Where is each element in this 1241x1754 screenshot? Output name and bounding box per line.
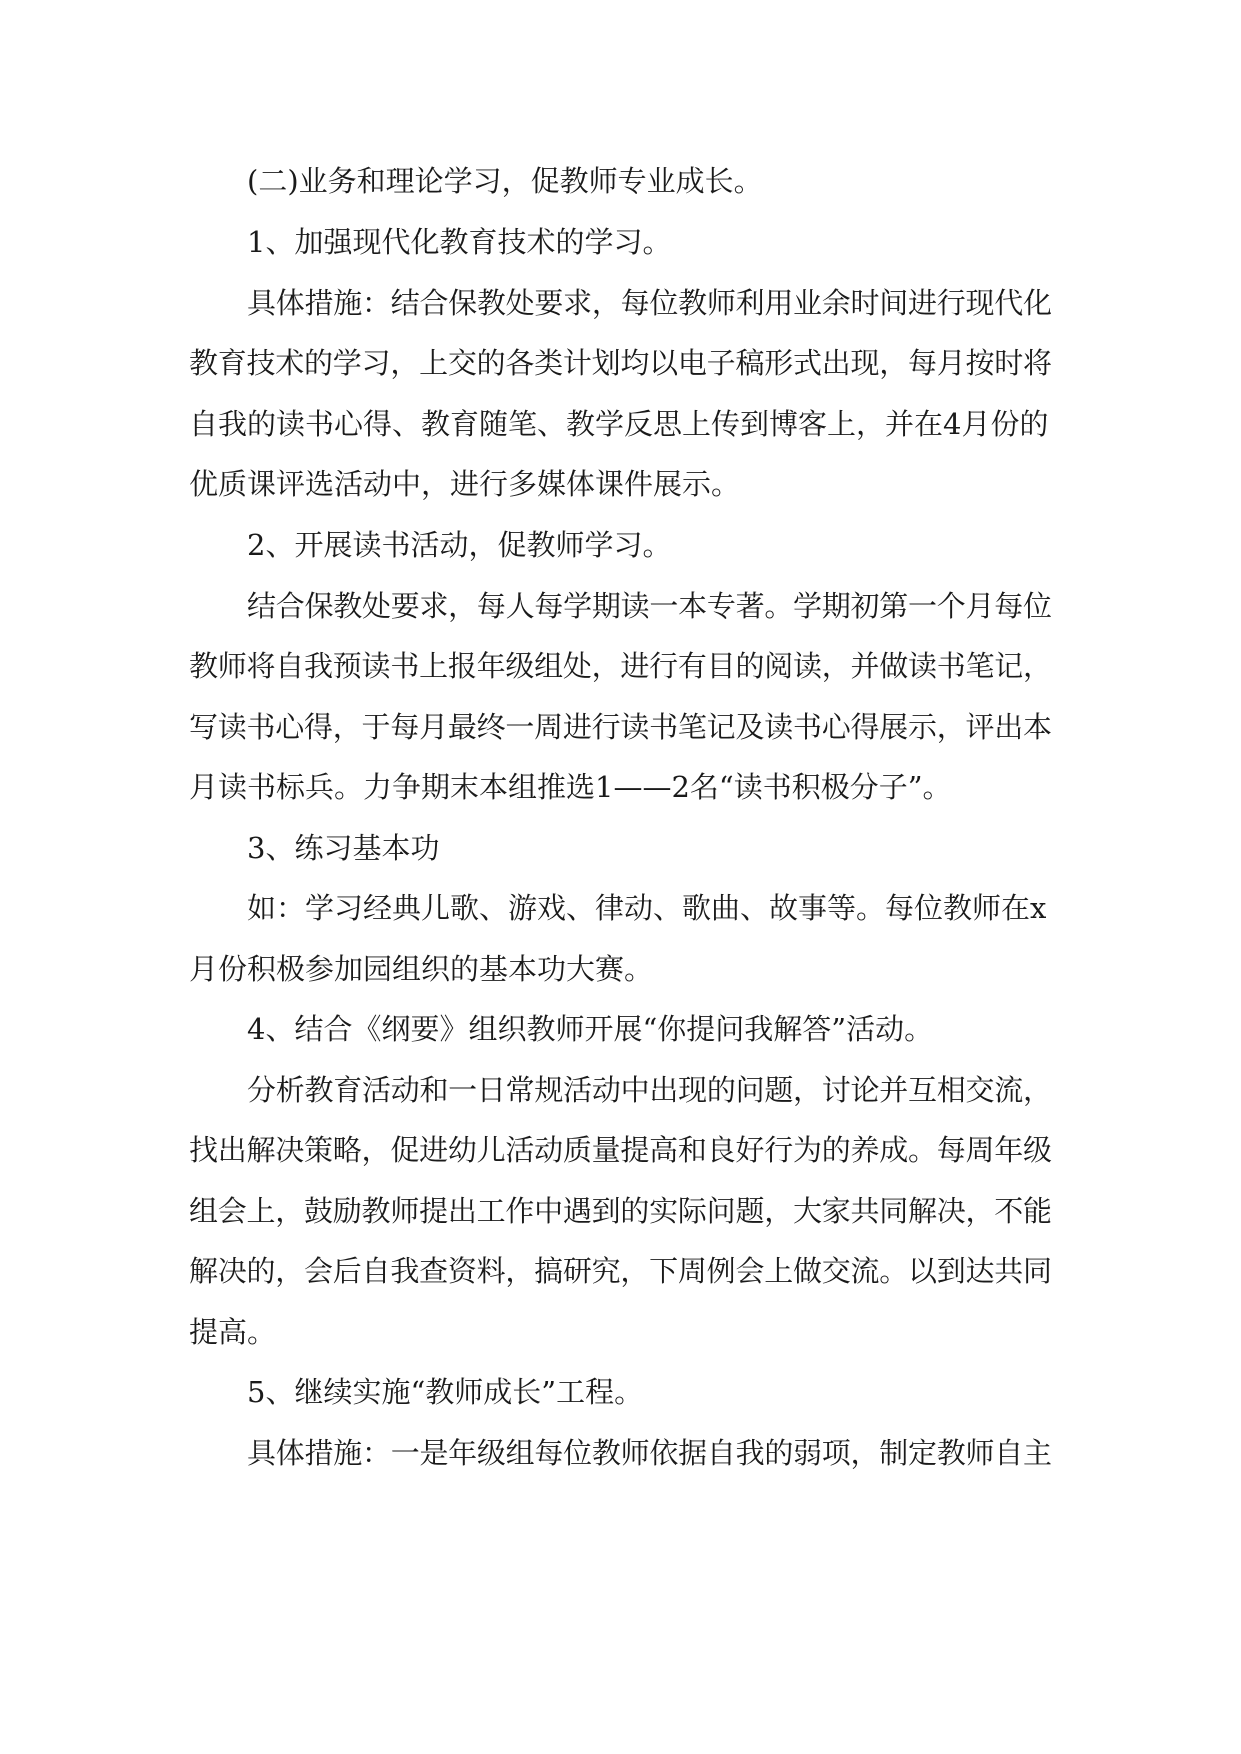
paragraph-line	[0, 404, 1241, 444]
text-line: 1、加强现代化教育技术的学习。	[247, 225, 672, 259]
paragraph-line	[0, 949, 1241, 989]
text-line: 解决的，会后自我查资料，搞研究，下周例会上做交流。以到达共同	[189, 1254, 1052, 1288]
paragraph-line	[0, 1070, 1241, 1110]
paragraph-line	[0, 707, 1241, 747]
paragraph-line	[0, 464, 1241, 504]
paragraph-line	[0, 586, 1241, 626]
item-heading	[0, 222, 1241, 262]
paragraph-line	[0, 1191, 1241, 1231]
paragraph-line	[0, 888, 1241, 928]
text-line: 找出解决策略，促进幼儿活动质量提高和良好行为的养成。每周年级	[189, 1133, 1052, 1167]
text-line: 4、结合《纲要》组织教师开展“你提问我解答”活动。	[247, 1012, 934, 1046]
paragraph-line	[0, 343, 1241, 383]
text-line: 优质课评选活动中，进行多媒体课件展示。	[189, 467, 741, 501]
text-line: 教师将自我预读书上报年级组处，进行有目的阅读，并做读书笔记，	[189, 649, 1052, 683]
text-line: 写读书心得，于每月最终一周进行读书笔记及读书心得展示，评出本	[189, 710, 1052, 744]
text-line: 3、练习基本功	[247, 831, 440, 865]
paragraph-line	[0, 1433, 1241, 1473]
text-line: 具体措施：一是年级组每位教师依据自我的弱项，制定教师自主	[247, 1436, 1052, 1470]
text-line: (二)业务和理论学习，促教师专业成长。	[247, 164, 763, 198]
text-line: 5、继续实施“教师成长”工程。	[247, 1375, 644, 1409]
text-line: 分析教育活动和一日常规活动中出现的问题，讨论并互相交流，	[247, 1073, 1052, 1107]
section-heading	[0, 161, 1241, 201]
text-line: 提高。	[189, 1315, 277, 1349]
paragraph-line	[0, 767, 1241, 807]
text-line: 如：学习经典儿歌、游戏、律动、歌曲、故事等。每位教师在x	[247, 891, 1047, 925]
text-line: 结合保教处要求，每人每学期读一本专著。学期初第一个月每位	[247, 589, 1052, 623]
paragraph-line	[0, 1312, 1241, 1352]
paragraph-line	[0, 283, 1241, 323]
text-line: 月读书标兵。力争期末本组推选1——2名“读书积极分子”。	[189, 770, 952, 804]
item-heading	[0, 1009, 1241, 1049]
text-line: 2、开展读书活动，促教师学习。	[247, 528, 672, 562]
text-line: 月份积极参加园组织的基本功大赛。	[189, 952, 654, 986]
text-line: 具体措施：结合保教处要求，每位教师利用业余时间进行现代化	[247, 286, 1052, 320]
item-heading	[0, 828, 1241, 868]
text-line: 教育技术的学习，上交的各类计划均以电子稿形式出现，每月按时将	[189, 346, 1052, 380]
item-heading	[0, 525, 1241, 565]
text-line: 组会上，鼓励教师提出工作中遇到的实际问题，大家共同解决，不能	[189, 1194, 1052, 1228]
item-heading	[0, 1372, 1241, 1412]
paragraph-line	[0, 1251, 1241, 1291]
text-line: 自我的读书心得、教育随笔、教学反思上传到博客上，并在4月份的	[189, 407, 1049, 441]
paragraph-line	[0, 1130, 1241, 1170]
paragraph-line	[0, 646, 1241, 686]
